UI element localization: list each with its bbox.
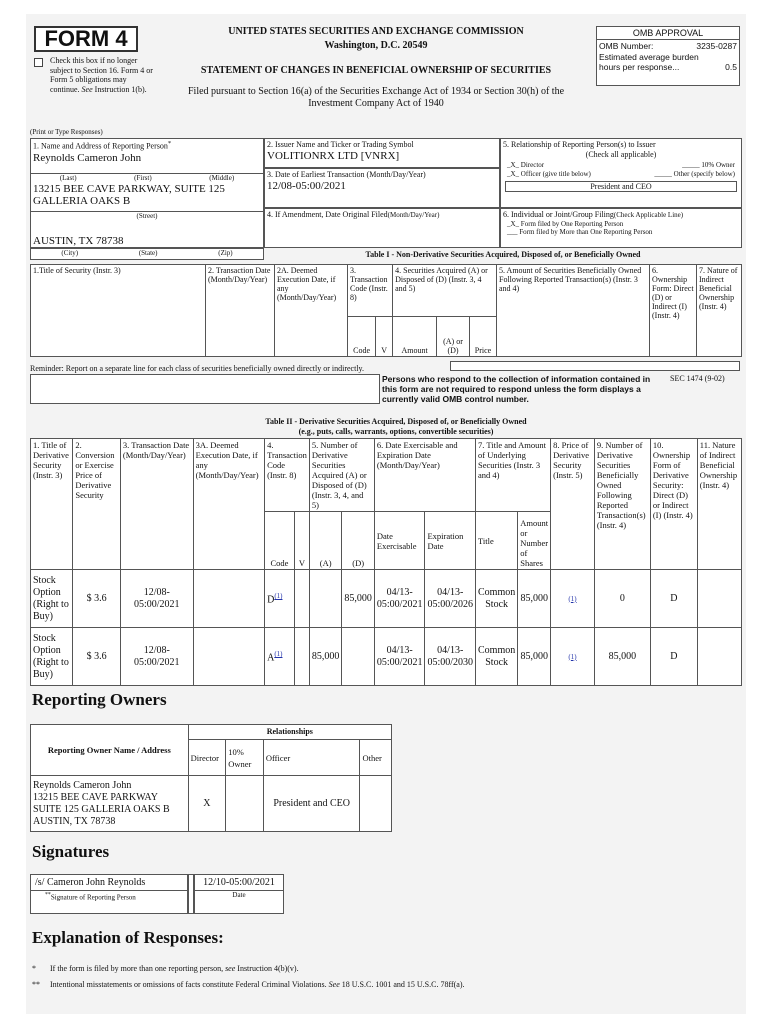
no-longer-subject-area xyxy=(34,56,154,94)
checkbox-label xyxy=(50,56,154,94)
label-middle: (Middle) xyxy=(209,174,235,182)
relationship-row-1 xyxy=(501,159,741,169)
row2-code: A xyxy=(267,652,275,664)
box1-label xyxy=(31,139,263,152)
filing-type-box xyxy=(500,208,742,248)
row1-v xyxy=(294,570,309,628)
t2-h7: 7. Title and Amount of Underlying Securities (Instr. 3 and 4) xyxy=(476,439,551,512)
box6-label-text: 6. Individual or Joint/Group Filing xyxy=(503,210,614,219)
no-longer-subject-checkbox[interactable] xyxy=(34,58,43,67)
officer-title[interactable]: President and CEO xyxy=(505,181,737,192)
box6-label xyxy=(501,209,741,220)
t2-h11: 11. Nature of Indirect Beneficial Ownership (Instr. 4) xyxy=(697,439,741,570)
checkbox-instruction: Instruction 1(b). xyxy=(94,84,147,94)
filed-line-2: Investment Company Act of 1940 xyxy=(308,98,444,109)
t1-sub-price: Price xyxy=(470,317,497,357)
box6-label-small: (Check Applicable Line) xyxy=(613,211,684,219)
t2-h9: 9. Number of Derivative Securities Beneficially Owned Following Reported Transaction(s) (Instr. 4) xyxy=(594,439,650,570)
owner-director-mark: X xyxy=(188,776,226,832)
filed-line-1: Filed pursuant to Section 16(a) of the Securities Exchange Act of 1934 or Section 30(h) of the xyxy=(187,86,565,97)
owner-addr-line-2: SUITE 125 GALLERIA OAKS B xyxy=(33,803,170,815)
row2-title: Stock Option (Right to Buy) xyxy=(31,628,73,686)
box4-label-small: (Month/Day/Year) xyxy=(387,211,440,219)
t1-col5: 5. Amount of Securities Beneficially Owned Following Reported Transaction(s) (Instr. 3 and 4) xyxy=(497,265,650,357)
owners-col-name: Reporting Owner Name / Address xyxy=(31,725,189,776)
signature-box xyxy=(30,874,188,914)
note2-text: Intentional misstatements or omissions of facts constitute Federal Criminal Violations. xyxy=(50,980,327,989)
row2-date-exercisable: 04/13-05:00/2021 xyxy=(374,628,425,686)
row1-conversion-price: $ 3.6 xyxy=(73,570,121,628)
row1-derivative-price xyxy=(551,570,595,628)
omb-hours-label: hours per response... xyxy=(599,62,680,72)
owner-other-mark xyxy=(360,776,392,832)
t2-h2: 2. Conversion or Exercise Price of Derivative Security xyxy=(73,439,121,570)
relationship-director[interactable]: _X_ Director xyxy=(507,161,545,169)
checkbox-see: See xyxy=(81,84,93,94)
t1-sub-aord: (A) or (D) xyxy=(437,317,470,357)
box4-label-text: 4. If Amendment, Date Original Filed xyxy=(267,210,388,219)
signature-label xyxy=(31,891,187,902)
relationship-row-2 xyxy=(501,169,741,178)
label-zip: (Zip) xyxy=(218,249,233,257)
row1-nature xyxy=(697,570,741,628)
t1-col2: 2. Transaction Date (Month/Day/Year) xyxy=(206,265,275,357)
reporting-person-box xyxy=(30,138,264,248)
print-type-note: (Print or Type Responses) xyxy=(30,128,103,136)
owners-col-10pct: 10% Owner xyxy=(226,740,264,776)
t2-sub-v: V xyxy=(294,512,309,570)
row1-disposed: 85,000 xyxy=(342,570,375,628)
name-field-labels xyxy=(31,173,263,182)
amendment-box xyxy=(264,208,500,248)
reminder-box-right xyxy=(450,361,740,371)
note1-mark: * xyxy=(32,964,36,973)
owner-10pct-mark xyxy=(226,776,264,832)
row2-deemed-date xyxy=(193,628,264,686)
checkbox-text: Check this box if no longer subject to Section 16. Form 4 or Form 5 obligations may continue. xyxy=(50,56,153,94)
table2-subtitle: (e.g., puts, calls, warrants, options, convertible securities) xyxy=(298,427,494,436)
box4-label xyxy=(265,209,499,220)
row2-derivative-price xyxy=(551,628,595,686)
sec-code: SEC 1474 (9-02) xyxy=(670,374,725,383)
statement-title: STATEMENT OF CHANGES IN BENEFICIAL OWNERSHIP OF SECURITIES xyxy=(200,65,552,76)
t2-sub-exer: Date Exercisable xyxy=(374,512,425,570)
explanation-heading: Explanation of Responses: xyxy=(32,928,224,947)
row1-date-exercisable: 04/13-05:00/2021 xyxy=(374,570,425,628)
t2-h3a: 3A. Deemed Execution Date, if any (Month/Day/Year) xyxy=(193,439,264,570)
filing-one-person[interactable]: _X_ Form filed by One Reporting Person xyxy=(507,220,624,228)
row2-code-cell xyxy=(265,628,295,686)
omb-hours-value: 0.5 xyxy=(725,62,737,72)
row2-transaction-date: 12/08-05:00/2021 xyxy=(120,628,193,686)
row2-ownership-form: D xyxy=(650,628,697,686)
omb-number-row xyxy=(597,40,739,52)
table-row xyxy=(31,628,742,686)
relationship-10pct-owner[interactable]: _____ 10% Owner xyxy=(682,161,735,169)
t2-h8: 8. Price of Derivative Security (Instr. 5) xyxy=(551,439,595,570)
reminder-box-left xyxy=(30,374,380,404)
box1-label-text: 1. Name and Address of Reporting Person xyxy=(33,141,168,151)
relationship-box xyxy=(500,138,742,208)
note2-see: See xyxy=(328,980,340,989)
label-state: (State) xyxy=(138,249,158,257)
table-row xyxy=(31,776,392,832)
box5-label: 5. Relationship of Reporting Person(s) to Issuer xyxy=(503,140,656,149)
reporting-owners-table xyxy=(30,724,392,832)
owner-officer-title: President and CEO xyxy=(263,776,360,832)
note2-rest: 18 U.S.C. 1001 and 15 U.S.C. 78ff(a). xyxy=(341,980,465,989)
note1-see: see xyxy=(225,964,236,973)
earliest-transaction-date[interactable]: 12/08-05:00/2021 xyxy=(267,180,346,192)
row2-conversion-price: $ 3.6 xyxy=(73,628,121,686)
row1-code-footnote-link[interactable]: (1) xyxy=(274,592,283,601)
row2-nature xyxy=(697,628,741,686)
row1-code-cell xyxy=(265,570,295,628)
reporting-person-name[interactable]: Reynolds Cameron John xyxy=(33,151,142,164)
label-city: (City) xyxy=(61,249,79,257)
note1-rest: Instruction 4(b)(v). xyxy=(237,964,299,973)
t2-sub-a: (A) xyxy=(309,512,342,570)
reminder-note: Reminder: Report on a separate line for each class of securities beneficially owned directly or indirectly. xyxy=(30,364,365,373)
t2-h10: 10. Ownership Form of Derivative Security: Direct (D) or Indirect (I) (Instr. 4) xyxy=(650,439,697,570)
filing-multiple-persons[interactable]: ___ Form filed by More than One Reporting Person xyxy=(507,228,653,236)
form-page xyxy=(26,14,746,1014)
signature-mark: ** xyxy=(45,892,51,898)
owners-col-relationships: Relationships xyxy=(188,725,391,740)
signature-date-label: Date xyxy=(232,891,246,899)
t2-sub-d: (D) xyxy=(342,512,375,570)
row2-expiration-date: 04/13-05:00/2030 xyxy=(425,628,476,686)
row2-disposed xyxy=(342,628,375,686)
t1-col1: 1.Title of Security (Instr. 3) xyxy=(31,265,206,357)
row1-transaction-date: 12/08-05:00/2021 xyxy=(120,570,193,628)
agency-location: Washington, D.C. 20549 xyxy=(324,40,428,51)
form-title-box xyxy=(34,26,138,52)
t1-col3: 3. Transaction Code (Instr. 8) xyxy=(348,265,393,317)
omb-burden-label: Estimated average burden xyxy=(599,52,699,62)
box1-label-mark: * xyxy=(167,140,172,147)
t2-h3: 3. Transaction Date (Month/Day/Year) xyxy=(120,439,193,570)
table1-title: Table I - Non-Derivative Securities Acquired, Disposed of, or Beneficially Owned xyxy=(365,250,641,259)
street-line-1: 13215 BEE CAVE PARKWAY, SUITE 125 xyxy=(33,183,225,195)
t2-sub-amount: Amount or Number of Shares xyxy=(518,512,551,570)
t2-sub-title: Title xyxy=(476,512,518,570)
row1-price-footnote-link[interactable]: (1) xyxy=(568,594,577,603)
row1-underlying-title: Common Stock xyxy=(476,570,518,628)
row2-underlying-amount: 85,000 xyxy=(518,628,551,686)
omb-hours-row xyxy=(597,62,739,72)
t2-sub-exp: Expiration Date xyxy=(425,512,476,570)
table1-non-derivative xyxy=(30,264,742,357)
t1-col7: 7. Nature of Indirect Beneficial Ownership (Instr. 4) xyxy=(697,265,742,357)
agency-header xyxy=(156,26,596,110)
explanation-note-1 xyxy=(32,964,732,973)
row2-code-footnote-link[interactable]: (1) xyxy=(274,650,283,659)
table2-title: Table II - Derivative Securities Acquired, Disposed of, or Beneficially Owned xyxy=(265,417,527,426)
t2-sub-code: Code xyxy=(265,512,295,570)
owner-name: Reynolds Cameron John xyxy=(33,779,132,791)
row2-owned-following: 85,000 xyxy=(594,628,650,686)
note2-mark: ** xyxy=(32,980,40,989)
owner-address-cell xyxy=(31,776,189,832)
owners-col-other: Other xyxy=(360,740,392,776)
t1-col2a: 2A. Deemed Execution Date, if any (Month/Day/Year) xyxy=(275,265,348,357)
earliest-transaction-box xyxy=(264,168,500,208)
t1-sub-amount: Amount xyxy=(393,317,437,357)
row2-underlying-title: Common Stock xyxy=(476,628,518,686)
row1-owned-following: 0 xyxy=(594,570,650,628)
t2-h6: 6. Date Exercisable and Expiration Date (Month/Day/Year) xyxy=(374,439,475,512)
t1-sub-v: V xyxy=(376,317,393,357)
t2-h4: 4. Transaction Code (Instr. 8) xyxy=(265,439,310,512)
city-field-labels xyxy=(30,248,264,260)
signature-date[interactable]: 12/10-05:00/2021 xyxy=(195,875,283,891)
issuer-box xyxy=(264,138,500,168)
table2-derivative xyxy=(30,438,742,686)
t1-col4: 4. Securities Acquired (A) or Disposed of (D) (Instr. 3, 4 and 5) xyxy=(393,265,497,317)
row1-underlying-amount: 85,000 xyxy=(518,570,551,628)
omb-approval-box xyxy=(596,26,740,86)
omb-number-value: 3235-0287 xyxy=(696,41,737,51)
t1-sub-code: Code xyxy=(348,317,376,357)
box2-label: 2. Issuer Name and Ticker or Trading Symbol xyxy=(267,140,414,149)
owner-addr-line-1: 13215 BEE CAVE PARKWAY xyxy=(33,791,158,803)
box5-sub: (Check all applicable) xyxy=(585,150,657,159)
form-title: FORM 4 xyxy=(44,26,128,51)
t1-col6: 6. Ownership Form: Direct (D) or Indirect (I) (Instr. 4) xyxy=(650,265,697,357)
row1-acquired xyxy=(309,570,342,628)
reporting-owners-heading: Reporting Owners xyxy=(32,690,167,709)
row1-code: D xyxy=(267,594,275,606)
omb-notice: Persons who respond to the collection of information contained in this form are not required to respond unless the form displays a currently valid OMB control number. xyxy=(382,374,651,404)
city-state-zip[interactable]: AUSTIN, TX 78738 xyxy=(33,235,124,247)
row1-ownership-form: D xyxy=(650,570,697,628)
signature-date-box xyxy=(194,874,284,914)
table-row xyxy=(31,570,742,628)
relationship-officer[interactable]: _X_ Officer (give title below) xyxy=(507,170,591,178)
signature-label-text: Signature of Reporting Person xyxy=(50,893,136,902)
signatures-heading: Signatures xyxy=(32,842,110,861)
row2-price-footnote-link[interactable]: (1) xyxy=(568,652,577,661)
row1-title: Stock Option (Right to Buy) xyxy=(31,570,73,628)
street-line-2: GALLERIA OAKS B xyxy=(33,195,131,207)
row1-expiration-date: 04/13-05:00/2026 xyxy=(425,570,476,628)
t2-h1: 1. Title of Derivative Security (Instr. 3) xyxy=(31,439,73,570)
label-first: (First) xyxy=(134,174,152,182)
filed-pursuant xyxy=(156,86,596,110)
t2-h5: 5. Number of Derivative Securities Acquired (A) or Disposed of (D) (Instr. 3, 4, and 5) xyxy=(309,439,374,512)
row2-acquired: 85,000 xyxy=(309,628,342,686)
relationship-other[interactable]: _____ Other (specify below) xyxy=(654,170,735,178)
owner-addr-line-3: AUSTIN, TX 78738 xyxy=(33,815,116,827)
row2-v xyxy=(294,628,309,686)
street-address[interactable] xyxy=(33,183,225,207)
owners-col-officer: Officer xyxy=(263,740,360,776)
note1-text: If the form is filed by more than one reporting person, xyxy=(50,964,224,973)
table2-title-block xyxy=(186,417,606,437)
omb-title: OMB APPROVAL xyxy=(597,27,739,40)
agency-name: UNITED STATES SECURITIES AND EXCHANGE COMMISSION xyxy=(228,26,524,37)
box3-label: 3. Date of Earliest Transaction (Month/Day/Year) xyxy=(267,170,426,179)
signature-value[interactable]: /s/ Cameron John Reynolds xyxy=(31,875,187,891)
omb-number-label: OMB Number: xyxy=(599,41,654,51)
explanation-note-2 xyxy=(32,980,732,989)
label-street: (Street) xyxy=(31,211,263,220)
row1-deemed-date xyxy=(193,570,264,628)
issuer-name[interactable]: VOLITIONRX LTD [VNRX] xyxy=(267,150,400,162)
owners-col-director: Director xyxy=(188,740,226,776)
label-last: (Last) xyxy=(59,174,77,182)
